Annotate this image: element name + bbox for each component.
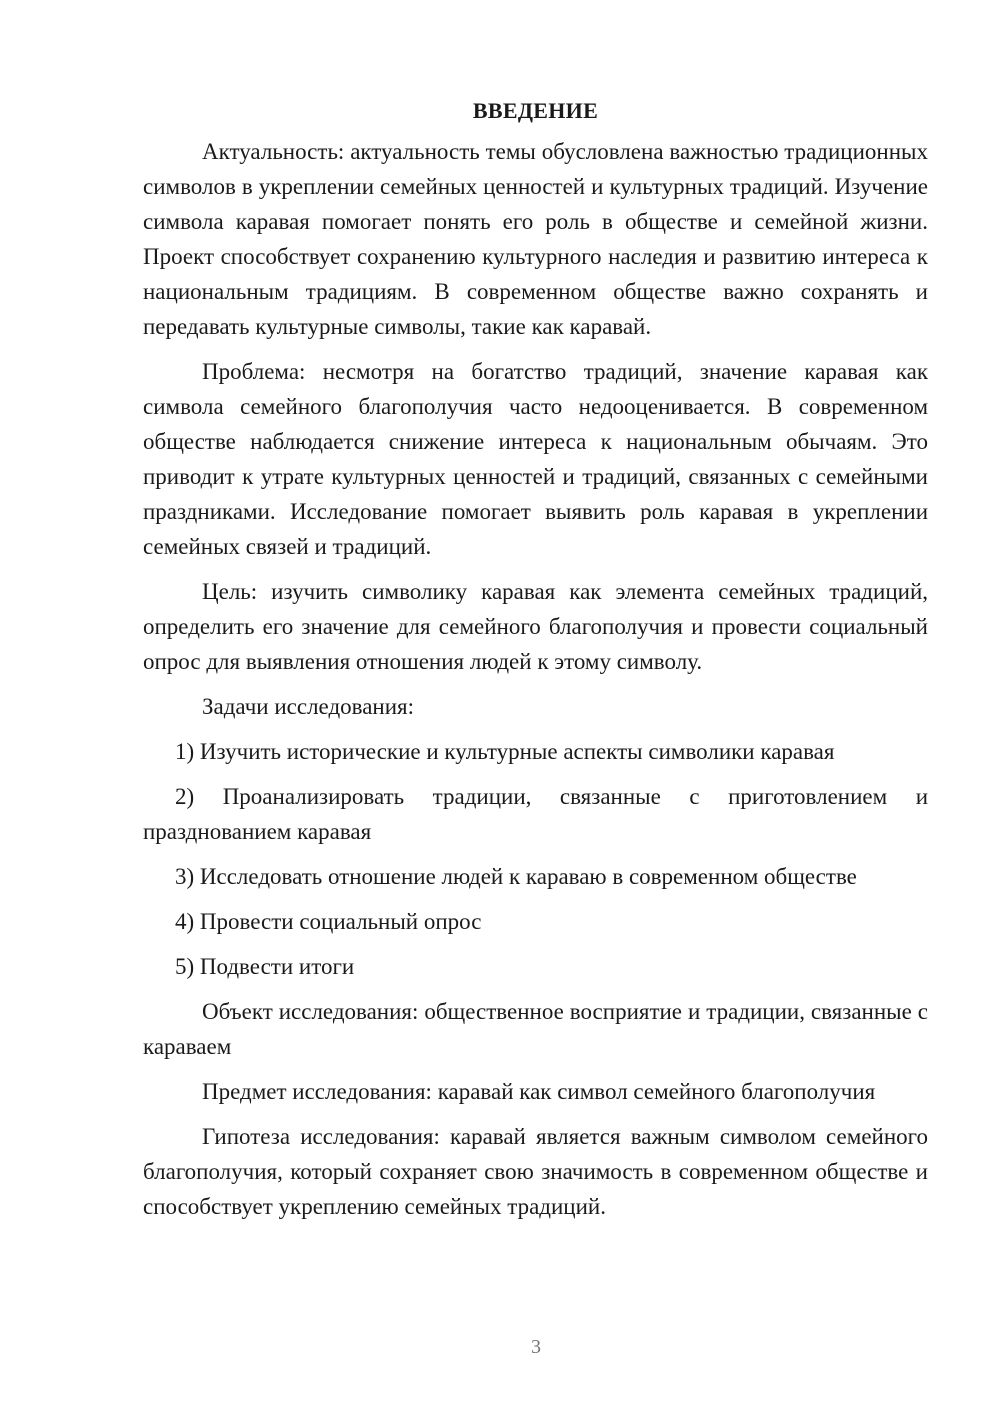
tasks-heading: Задачи исследования: bbox=[202, 694, 415, 719]
section-heading: ВВЕДЕНИЕ bbox=[472, 98, 599, 123]
task-item: 1) Изучить исторические и культурные аспекты символики каравая bbox=[175, 739, 835, 764]
object-paragraph: Объект исследования: общественное восприятие и традиции, связанные с караваем bbox=[143, 999, 928, 1059]
page-content bbox=[143, 95, 928, 1234]
hypothesis-paragraph: Гипотеза исследования: каравай является важным символом семейного благополучия, который сохраняет свою значимость в современном обществе и способствует укреплению семейных традиций. bbox=[143, 1124, 928, 1219]
relevance-paragraph: Актуальность: актуальность темы обусловлена важностью традиционных символов в укреплении семейных ценностей и культурных традиций. Изучение символа каравая помогает понять его роль в обществе и семейной жизни. Проект способствует сохранению культурного наследия и развитию интереса к национальным традициям. В современном обществе важно сохранять и передавать культурные символы, такие как каравай. bbox=[143, 139, 928, 339]
task-item: 4) Провести социальный опрос bbox=[175, 909, 482, 934]
goal-paragraph: Цель: изучить символику каравая как элемента семейных традиций, определить его значение для семейного благополучия и провести социальный опрос для выявления отношения людей к этому символу. bbox=[143, 579, 928, 674]
page-number: 3 bbox=[531, 1336, 541, 1358]
task-item: 3) Исследовать отношение людей к караваю в современном обществе bbox=[175, 864, 857, 889]
task-item: 5) Подвести итоги bbox=[175, 954, 355, 979]
problem-paragraph: Проблема: несмотря на богатство традиций, значение каравая как символа семейного благополучия часто недооценивается. В современном обществе наблюдается снижение интереса к национальным обычаям. Это приводит к утрате культурных ценностей и традиций, связанных с семейными праздниками. Исследование помогает выявить роль каравая в укреплении семейных связей и традиций. bbox=[143, 359, 928, 559]
subject-paragraph: Предмет исследования: каравай как символ семейного благополучия bbox=[202, 1079, 876, 1104]
task-item: 2) Проанализировать традиции, связанные с приготовлением и празднованием каравая bbox=[143, 784, 928, 844]
